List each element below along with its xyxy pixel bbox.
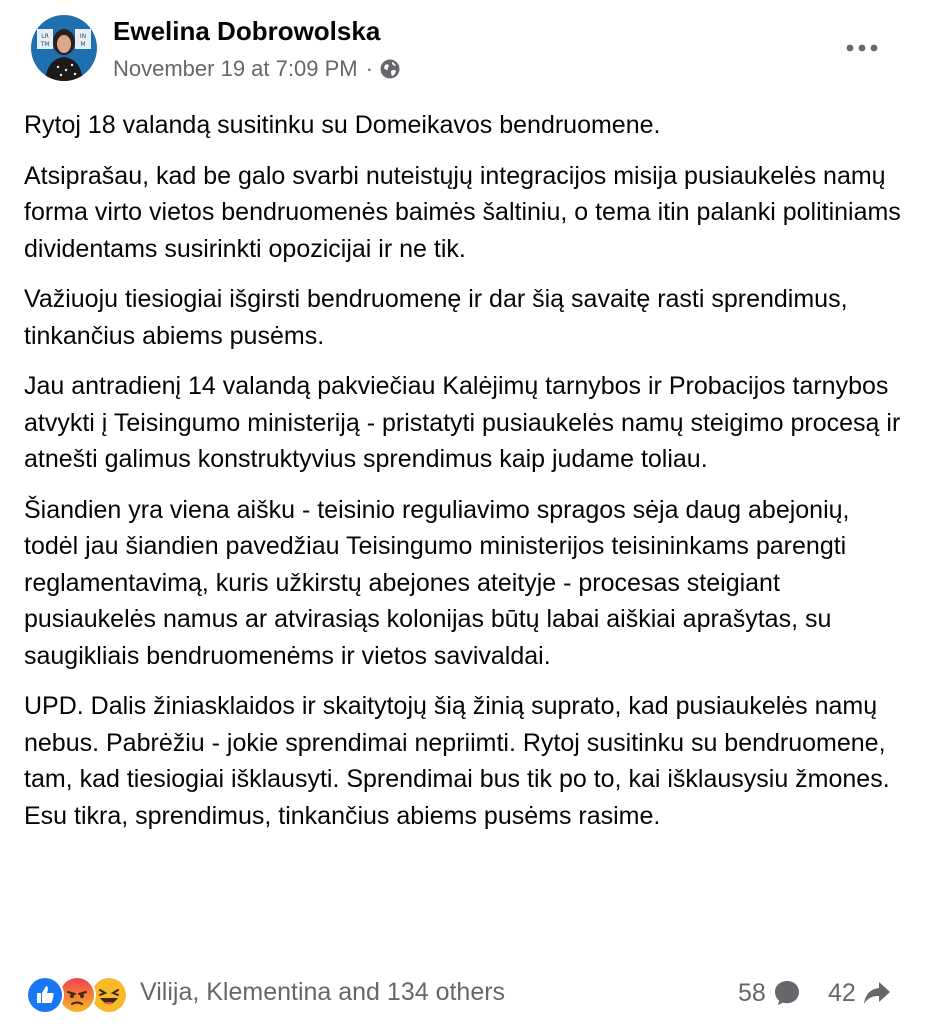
share-icon xyxy=(862,978,892,1008)
post-meta xyxy=(113,56,401,82)
like-icon xyxy=(26,976,64,1014)
post-paragraph: Važiuoju tiesiogiai išgirsti bendruomenę ir dar šią savaitę rasti sprendimus, tinkančius abiems pusėms. xyxy=(24,285,848,350)
comments-count-button[interactable] xyxy=(738,978,802,1008)
post-paragraph: Rytoj 18 valandą susitinku su Domeikavos bendruomene. xyxy=(24,111,661,139)
post-paragraph: UPD. Dalis žiniasklaidos ir skaitytojų šią žinią suprato, kad pusiaukelės namų nebus. Pabrėžiu - jokie sprendimai nepriimti. Rytoj susitinku su bendruomene, tam, kad tiesiogiai išklausyti. Sprendimai bus tik po to, kai išklausysiu žmones. Esu tikra, sprendimus, tinkančius abiems pusėms rasime. xyxy=(24,692,890,830)
reaction-icons[interactable] xyxy=(26,976,136,1012)
meta-separator: · xyxy=(365,56,373,81)
svg-text:M: M xyxy=(80,41,86,48)
comment-icon xyxy=(772,978,802,1008)
shares-count: 42 xyxy=(828,978,856,1007)
post-paragraph: Jau antradienį 14 valandą pakviečiau Kalėjimų tarnybos ir Probacijos tarnybos atvykti į Teisingumo ministeriją - pristatyti pusiaukelės namų steigimo procesą ir atnešti galimus konstruktyvius sprendimus kaip judame toliau. xyxy=(24,372,901,473)
svg-text:TM: TM xyxy=(40,41,50,48)
post-footer xyxy=(26,974,898,1014)
comments-count: 58 xyxy=(738,978,766,1007)
globe-icon[interactable] xyxy=(379,58,401,80)
post-text xyxy=(24,107,904,848)
more-horizontal-icon xyxy=(844,43,880,53)
more-options-button[interactable] xyxy=(838,30,886,66)
reaction-names[interactable]: Vilija, Klementina and 134 others xyxy=(140,978,506,1006)
post-paragraph: Atsiprašau, kad be galo svarbi nuteistųjų integracijos misija pusiaukelės namų forma virto vietos bendruomenės baimės šaltiniu, o tema itin palanki politiniams dividentams susirinkti opozicijai ir ne tik. xyxy=(24,161,901,263)
svg-text:LR: LR xyxy=(41,33,49,40)
post-timestamp[interactable]: November 19 at 7:09 PM xyxy=(113,56,358,81)
post-paragraph: Šiandien yra viena aišku - teisinio reguliavimo spragos sėja daug abejonių, todėl jau šiandien pavedžiau Teisingumo ministerijos teisininkams parengti reglamentavimą, kuris užkirstų abejones ateityje - procesas steigiant pusiaukelės namus ar atvirasiąs kolonijas būtų labai aiškiai aprašytas, su saugikliais bendruomenėms ir vietos savivaldai. xyxy=(24,495,850,670)
shares-count-button[interactable] xyxy=(828,978,892,1008)
svg-text:IN: IN xyxy=(79,33,87,40)
author-avatar[interactable] xyxy=(31,15,97,81)
avatar-image xyxy=(31,15,97,81)
author-name[interactable]: Ewelina Dobrowolska xyxy=(113,16,381,46)
